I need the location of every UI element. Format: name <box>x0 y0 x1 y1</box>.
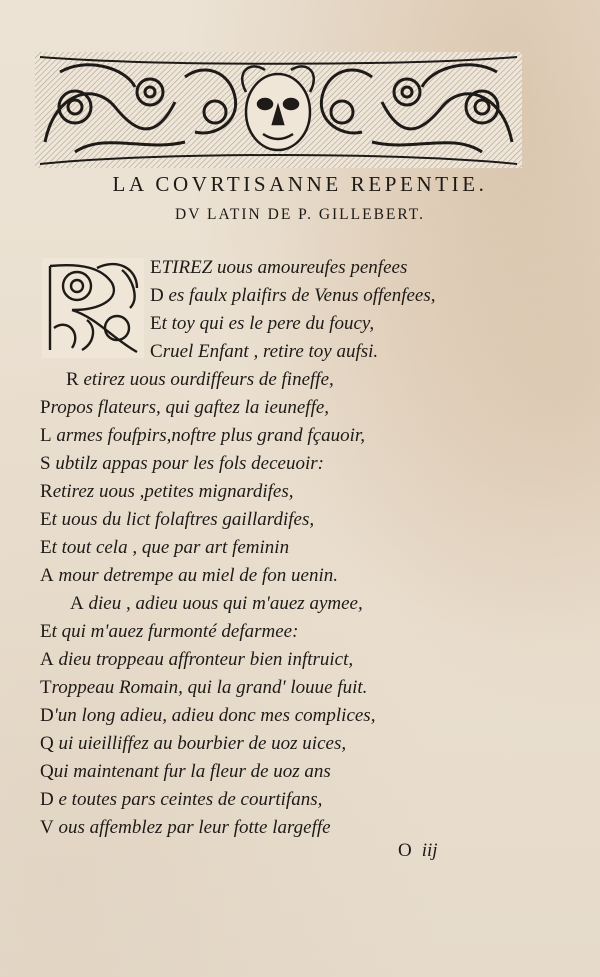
verse-line-21: V ous affemblez par leur fotte largeffe <box>40 817 331 838</box>
verse-line-19: Qui maintenant fur la fleur de uoz ans <box>40 761 331 782</box>
poem-subtitle: DV LATIN DE P. GILLEBERT. <box>175 206 425 223</box>
verse-line-9: Retirez uous ,petites mignardifes, <box>40 481 294 502</box>
verse-line-5: R etirez uous ourdiffeurs de fineffe, <box>66 369 334 390</box>
decorated-initial-r-icon <box>42 258 144 358</box>
verse-line-10: Et uous du lict folaftres gaillardifes, <box>40 509 315 530</box>
verse-line-20: D e toutes pars ceintes de courtifans, <box>40 789 323 810</box>
ornamental-headpiece-icon <box>35 52 522 168</box>
verse-line-14: Et qui m'auez furmonté defarmee: <box>40 621 299 642</box>
poem-title: LA COVRTISANNE REPENTIE. <box>112 172 488 196</box>
verse-line-12: A mour detrempe au miel de fon uenin. <box>40 565 338 586</box>
verse-line-6: Propos flateurs, qui gaftez la ieuneffe, <box>40 397 330 418</box>
verse-line-11: Et tout cela , que par art feminin <box>40 537 290 558</box>
verse-line-2: D es faulx plaifirs de Venus offenfees, <box>150 285 436 306</box>
folio-signature <box>398 840 438 862</box>
verse-line-17: D'un long adieu, adieu donc mes complices, <box>40 705 376 726</box>
signature-letter: O <box>398 840 412 861</box>
verse-line-1: ETIREZ uous amoureufes penfees <box>150 257 408 278</box>
leaf-number: iij <box>421 840 438 861</box>
verse-line-16: Troppeau Romain, qui la grand' louue fuit. <box>40 677 368 698</box>
verse-line-15: A dieu troppeau affronteur bien inftruict, <box>40 649 354 670</box>
verse-line-3: Et toy qui es le pere du foucy, <box>150 313 375 334</box>
verse-line-13: A dieu , adieu uous qui m'auez aymee, <box>70 593 363 614</box>
verse-line-18: Q ui uieilliffez au bourbier de uoz uices, <box>40 733 347 754</box>
verse-line-8: S ubtilz appas pour les fols deceuoir: <box>40 453 324 474</box>
verse-line-7: L armes foufpirs,noftre plus grand fçauoir, <box>40 425 365 446</box>
verse-line-4: Cruel Enfant , retire toy aufsi. <box>150 341 379 362</box>
